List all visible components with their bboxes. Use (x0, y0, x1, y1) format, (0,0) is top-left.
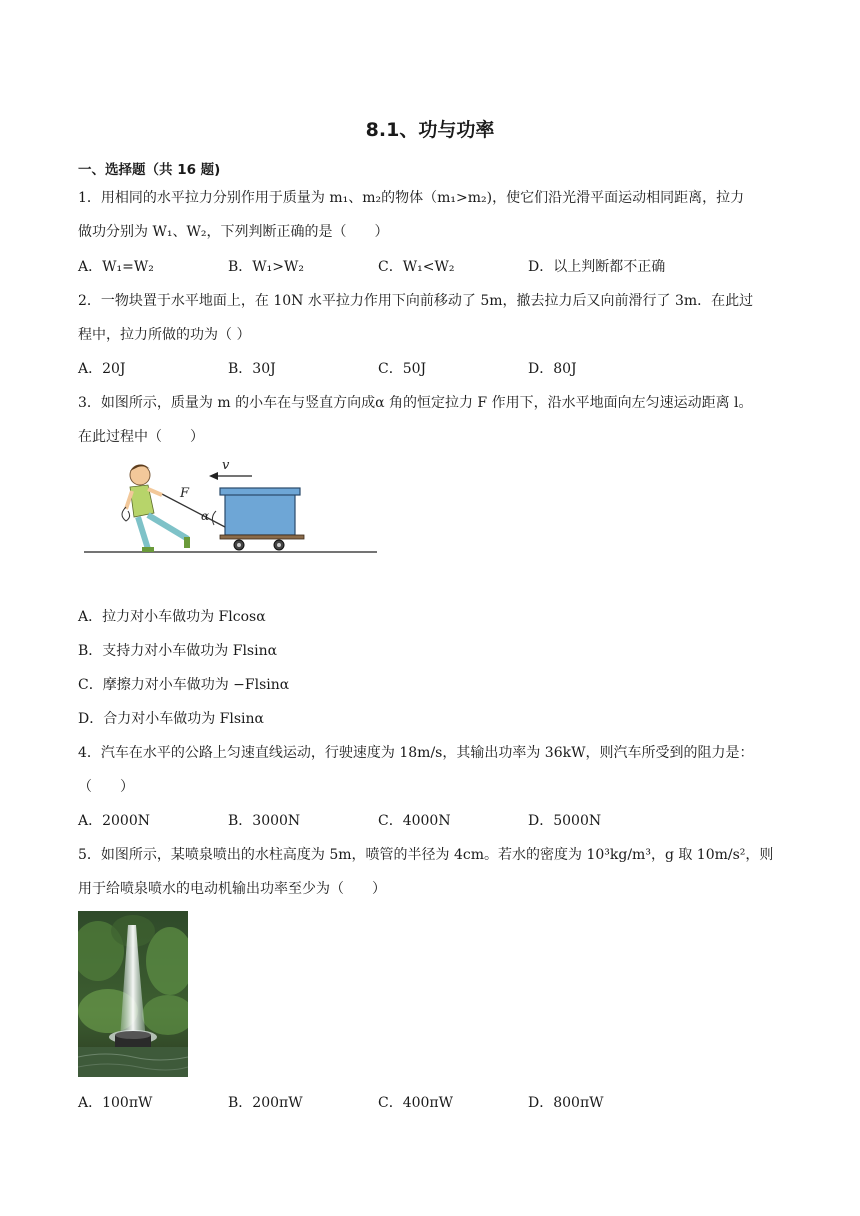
q4-option-b: B．3000N (228, 813, 301, 829)
q1-option-b: B．W₁>W₂ (228, 259, 305, 275)
q5-option-b: B．200πW (228, 1095, 303, 1111)
q3-line2: 在此过程中（ ） (78, 429, 204, 445)
q1-line2: 做功分别为 W₁、W₂，下列判断正确的是（ ） (78, 224, 389, 240)
q3-option-d: D．合力对小车做功为 Flsinα (78, 711, 264, 727)
q1-line1: 1．用相同的水平拉力分别作用于质量为 m₁、m₂的物体（m₁>m₂)，使它们沿光滑平面运动相同距离，拉力 (78, 190, 745, 206)
force-label: F (180, 486, 190, 501)
q2-option-b: B．30J (228, 361, 276, 377)
q5-line2: 用于给喷泉喷水的电动机输出功率至少为（ ） (78, 881, 386, 897)
q4-option-d: D．5000N (528, 813, 602, 829)
q1-option-c: C．W₁<W₂ (378, 259, 455, 275)
cart-figure (82, 455, 382, 560)
q4-line1: 4．汽车在水平的公路上匀速直线运动，行驶速度为 18m/s，其输出功率为 36kW，则汽车所受到的阻力是： (78, 745, 754, 761)
alpha-label: α (201, 509, 210, 523)
q2-line1: 2．一物块置于水平地面上，在 10N 水平拉力作用下向前移动了 5m，撤去拉力后又向前滑行了 3m．在此过 (78, 293, 754, 309)
q3-option-a: A．拉力对小车做功为 Flcosα (78, 609, 266, 625)
q3-option-b: B．支持力对小车做功为 Flsinα (78, 643, 278, 659)
q1-option-d: D．以上判断都不正确 (528, 259, 666, 275)
q4-option-c: C．4000N (378, 813, 451, 829)
q2-option-a: A．20J (78, 361, 126, 377)
q3-line1: 3．如图所示，质量为 m 的小车在与竖直方向成α 角的恒定拉力 F 作用下，沿水平地面向左匀速运动距离 l。 (78, 395, 753, 411)
fountain-photo (78, 911, 188, 1077)
q3-option-c: C．摩擦力对小车做功为 −Flsinα (78, 677, 290, 693)
velocity-label: v (222, 458, 230, 473)
q5-option-d: D．800πW (528, 1095, 604, 1111)
q5-line1: 5．如图所示，某喷泉喷出的水柱高度为 5m，喷管的半径为 4cm。若水的密度为 10³kg/m³，g 取 10m/s²，则 (78, 847, 774, 863)
q4-line2: （ ） (78, 779, 134, 795)
q2-line2: 程中，拉力所做的功为（ ） (78, 327, 251, 343)
q5-option-c: C．400πW (378, 1095, 454, 1111)
q5-option-a: A．100πW (78, 1095, 153, 1111)
q4-option-a: A．2000N (78, 813, 150, 829)
section-heading: 一、选择题（共 16 题) (78, 162, 221, 178)
page-title: 8.1、功与功率 (365, 119, 495, 141)
q2-option-c: C．50J (378, 361, 427, 377)
q1-option-a: A．W₁=W₂ (78, 259, 154, 275)
q2-option-d: D．80J (528, 361, 577, 377)
